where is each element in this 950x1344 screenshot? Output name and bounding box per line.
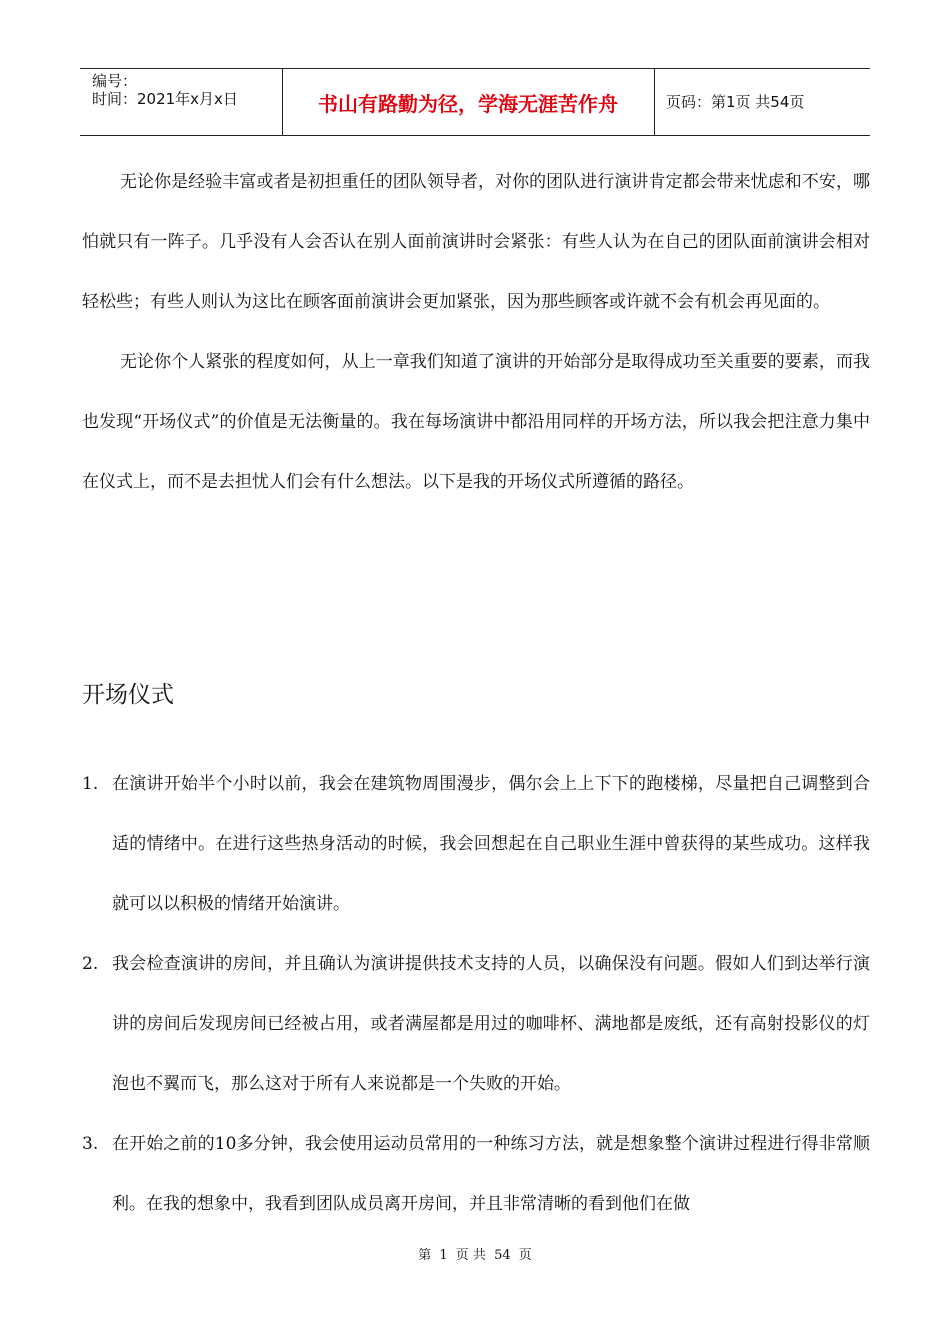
footer-page-number: 1 xyxy=(439,1248,448,1263)
list-item-number: 3. xyxy=(82,1134,99,1154)
footer-total-pages: 54 xyxy=(494,1248,511,1263)
body-paragraphs xyxy=(82,152,870,512)
header-divider-right xyxy=(654,68,655,136)
list-item-text: 在演讲开始半个小时以前，我会在建筑物周围漫步，偶尔会上上下下的跑楼梯，尽量把自己调整到合适的情绪中。在进行这些热身活动的时候，我会回想起在自己职业生涯中曾获得的某些成功。这样我就可以以积极的情绪开始演讲。 xyxy=(112,774,870,914)
header-top-rule xyxy=(80,68,870,69)
list-item xyxy=(82,754,870,934)
list-item-text: 在开始之前的10多分钟，我会使用运动员常用的一种练习方法，就是想象整个演讲过程进行得非常顺利。在我的想象中，我看到团队成员离开房间，并且非常清晰的看到他们在做 xyxy=(112,1134,870,1214)
paragraph: 无论你是经验丰富或者是初担重任的团队领导者，对你的团队进行演讲肯定都会带来忧虑和不安，哪怕就只有一阵子。几乎没有人会否认在别人面前演讲时会紧张：有些人认为在自己的团队面前演讲会相对轻松些；有些人则认为这比在顾客面前演讲会更加紧张，因为那些顾客或许就不会有机会再见面的。 xyxy=(82,172,870,312)
footer-suffix: 页 xyxy=(518,1248,532,1263)
paragraph: 无论你个人紧张的程度如何，从上一章我们知道了演讲的开始部分是取得成功至关重要的要素，而我也发现“开场仪式”的价值是无法衡量的。我在每场演讲中都沿用同样的开场方法，所以我会把注意力集中在仪式上，而不是去担忧人们会有什么想法。以下是我的开场仪式所遵循的路径。 xyxy=(82,352,870,492)
list-item-text: 我会检查演讲的房间，并且确认为演讲提供技术支持的人员，以确保没有问题。假如人们到达举行演讲的房间后发现房间已经被占用，或者满屋都是用过的咖啡杯、满地都是废纸，还有高射投影仪的灯泡也不翼而飞，那么这对于所有人来说都是一个失败的开始。 xyxy=(112,954,870,1094)
serial-label: 编号： xyxy=(92,72,138,90)
steps-list xyxy=(82,754,870,1234)
time-label: 时间：2021年x月x日 xyxy=(92,90,238,108)
list-item xyxy=(82,1114,870,1234)
list-item-number: 1. xyxy=(82,774,99,794)
header-bottom-rule xyxy=(80,135,870,136)
list-item-number: 2. xyxy=(82,954,99,974)
footer-mid: 页 共 xyxy=(455,1248,486,1263)
motto: 书山有路勤为径，学海无涯苦作舟 xyxy=(318,92,618,116)
page-footer xyxy=(0,1244,950,1263)
page-info: 页码：第1页 共54页 xyxy=(666,93,805,111)
footer-prefix: 第 xyxy=(418,1248,432,1263)
page-header xyxy=(80,68,870,136)
section-title: 开场仪式 xyxy=(82,682,174,708)
list-item xyxy=(82,934,870,1114)
